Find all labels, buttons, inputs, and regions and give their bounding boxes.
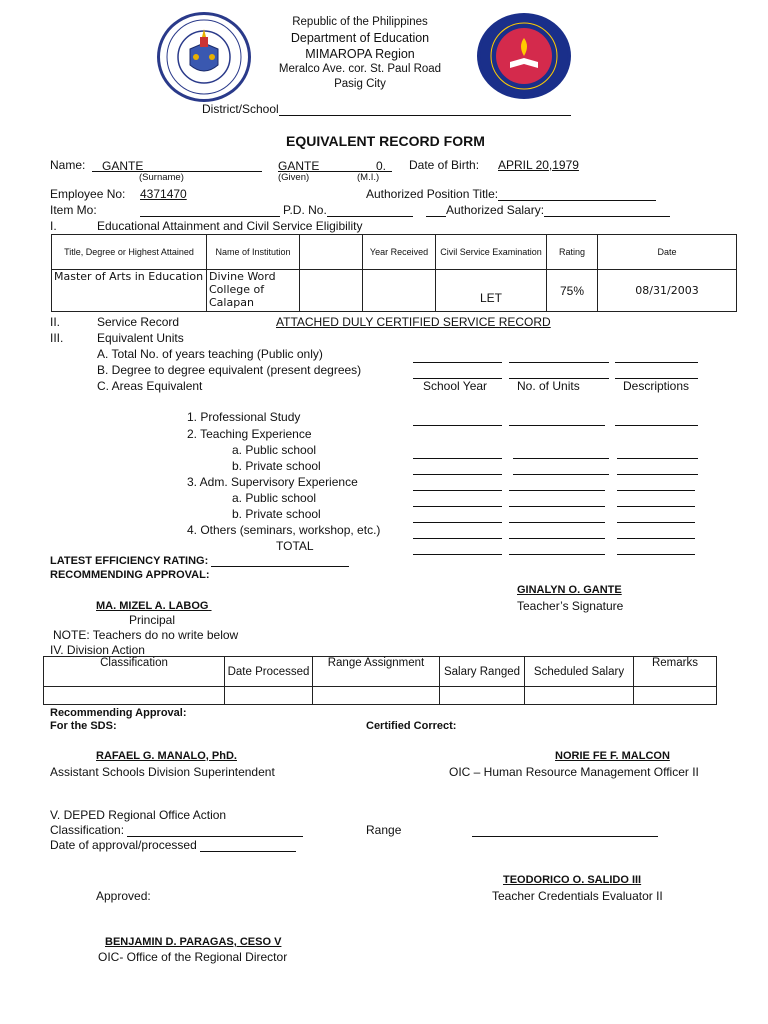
range-assignment-cell[interactable]	[313, 687, 440, 705]
item-a-label: A. Total No. of years teaching (Public only)	[97, 347, 323, 361]
col-remarks: Remarks	[634, 657, 717, 687]
col-range-assignment: Range Assignment	[313, 657, 440, 687]
surname-caption: (Surname)	[139, 172, 184, 183]
authorized-salary-field[interactable]: Authorized Salary:	[426, 203, 670, 217]
teacher-signature-caption: Teacher’s Signature	[517, 599, 624, 613]
header-rating: Rating	[547, 235, 598, 270]
evaluator-caption: Teacher Credentials Evaluator II	[492, 889, 663, 903]
recommending-approval-label: RECOMMENDING APPROVAL:	[50, 569, 210, 581]
date-approval-field[interactable]: Date of approval/processed	[50, 838, 296, 852]
item-label: Item Mo:	[50, 203, 97, 217]
total-label: TOTAL	[276, 539, 314, 553]
service-record-value: ATTACHED DULY CERTIFIED SERVICE RECORD	[276, 315, 551, 329]
salary-ranged-cell[interactable]	[440, 687, 525, 705]
col-school-year: School Year	[423, 379, 488, 393]
surname-field[interactable]: GANTE	[92, 158, 262, 172]
form-title: EQUIVALENT RECORD FORM	[286, 133, 485, 149]
professional-study-label: 1. Professional Study	[187, 410, 301, 424]
hrmo-name: NORIE FE F. MALCON	[555, 750, 670, 762]
col-date-processed: Date Processed	[225, 657, 313, 687]
col-classification: Classification	[44, 657, 225, 687]
header-city: Pasig City	[334, 78, 386, 90]
teacher-name: GINALYN O. GANTE	[517, 584, 622, 596]
degree-cell: Master of Arts in Education	[52, 270, 207, 312]
header-year-received: Year Received	[363, 235, 436, 270]
principal-caption: Principal	[129, 613, 176, 627]
teaching-public-label: a. Public school	[232, 443, 317, 457]
deped-mimaropa-seal-logo	[477, 13, 571, 99]
item-b-label: B. Degree to degree equivalent (present degrees)	[97, 363, 362, 377]
year-received-cell	[363, 270, 436, 312]
dob-label: Date of Birth:	[409, 158, 480, 172]
education-table	[51, 234, 737, 312]
mi-caption: (M.I.)	[357, 172, 380, 183]
adm-private-label: b. Private school	[232, 507, 321, 521]
rating-cell: 75%	[547, 270, 598, 312]
teaching-private-label: b. Private school	[232, 459, 321, 473]
director-name: BENJAMIN D. PARAGAS, CESO V	[105, 936, 282, 948]
teacher-note: NOTE: Teachers do no write below	[53, 628, 239, 642]
header-address: Meralco Ave. cor. St. Paul Road	[278, 63, 442, 75]
institution-cell: Divine Word College of Calapan	[207, 270, 300, 312]
asds-name: RAFAEL G. MANALO, PhD.	[96, 750, 237, 762]
date-of-birth-value: APRIL 20,1979	[498, 158, 579, 172]
pd-number-field[interactable]: P.D. No.	[283, 203, 413, 217]
scheduled-salary-cell[interactable]	[525, 687, 634, 705]
name-label: Name:	[50, 158, 86, 172]
header-blank	[300, 235, 363, 270]
section3-title: Equivalent Units	[97, 331, 184, 345]
employee-label: Employee No:	[50, 187, 126, 201]
section2-title: Service Record	[97, 315, 180, 329]
adm-public-label: a. Public school	[232, 491, 317, 505]
section2-number: II.	[50, 315, 61, 329]
col-scheduled-salary: Scheduled Salary	[525, 657, 634, 687]
remarks-cell[interactable]	[634, 687, 717, 705]
principal-name: MA. MIZEL A. LABOG	[96, 600, 209, 612]
certified-correct-label: Certified Correct:	[366, 720, 457, 732]
others-label: 4. Others (seminars, workshop, etc.)	[187, 523, 381, 537]
teaching-experience-label: 2. Teaching Experience	[187, 427, 312, 441]
evaluator-name: TEODORICO O. SALIDO III	[503, 874, 642, 886]
date-cell: 08/31/2003	[598, 270, 737, 312]
division-action-title: IV. Division Action	[50, 643, 145, 657]
employee-number-value: 4371470	[140, 187, 187, 201]
authorized-position-field[interactable]: Authorized Position Title:	[366, 187, 656, 201]
blank-cell	[300, 270, 363, 312]
item-number-field[interactable]	[140, 203, 280, 217]
division-action-table	[43, 656, 717, 705]
given-caption: (Given)	[278, 172, 310, 183]
header-department: Department of Education	[290, 31, 430, 45]
hrmo-caption: OIC – Human Resource Management Officer II	[449, 765, 699, 779]
director-caption: OIC- Office of the Regional Director	[98, 950, 288, 964]
regional-classification-field[interactable]: Classification:	[50, 823, 303, 837]
col-descriptions: Descriptions	[623, 379, 690, 393]
header-civil-service: Civil Service Examination	[436, 235, 547, 270]
deped-seal-logo	[157, 12, 251, 102]
recommending-approval-2: Recommending Approval:	[50, 707, 187, 719]
adm-supervisory-label: 3. Adm. Supervisory Experience	[187, 475, 358, 489]
efficiency-rating-field[interactable]: LATEST EFFICIENCY RATING:	[50, 554, 349, 567]
section3-number: III.	[50, 331, 64, 345]
header-republic: Republic of the Philippines	[292, 16, 428, 28]
header-region: MIMAROPA Region	[305, 47, 415, 61]
for-sds-label: For the SDS:	[50, 720, 117, 732]
date-processed-cell[interactable]	[225, 687, 313, 705]
exam-cell: LET	[436, 270, 547, 312]
col-units: No. of Units	[517, 379, 580, 393]
col-salary-ranged: Salary Ranged	[440, 657, 525, 687]
header-date: Date	[598, 235, 737, 270]
regional-range-field[interactable]	[472, 824, 658, 837]
item-c-label: C. Areas Equivalent	[97, 379, 203, 393]
section1-number: I.	[50, 219, 57, 233]
district-school-field[interactable]: District/School	[202, 102, 571, 116]
middle-initial-field[interactable]: 0.	[362, 158, 392, 172]
header-institution: Name of Institution	[207, 235, 300, 270]
given-name-field[interactable]: GANTE	[278, 158, 362, 172]
asds-caption: Assistant Schools Division Superintendent	[50, 765, 275, 779]
section1-title: Educational Attainment and Civil Service Eligibility	[97, 219, 363, 233]
header-title-degree: Title, Degree or Highest Attained	[52, 235, 207, 270]
approved-label: Approved:	[96, 889, 151, 903]
regional-range-label: Range	[366, 823, 402, 837]
classification-cell[interactable]	[44, 687, 225, 705]
regional-action-title: V. DEPED Regional Office Action	[50, 808, 227, 822]
